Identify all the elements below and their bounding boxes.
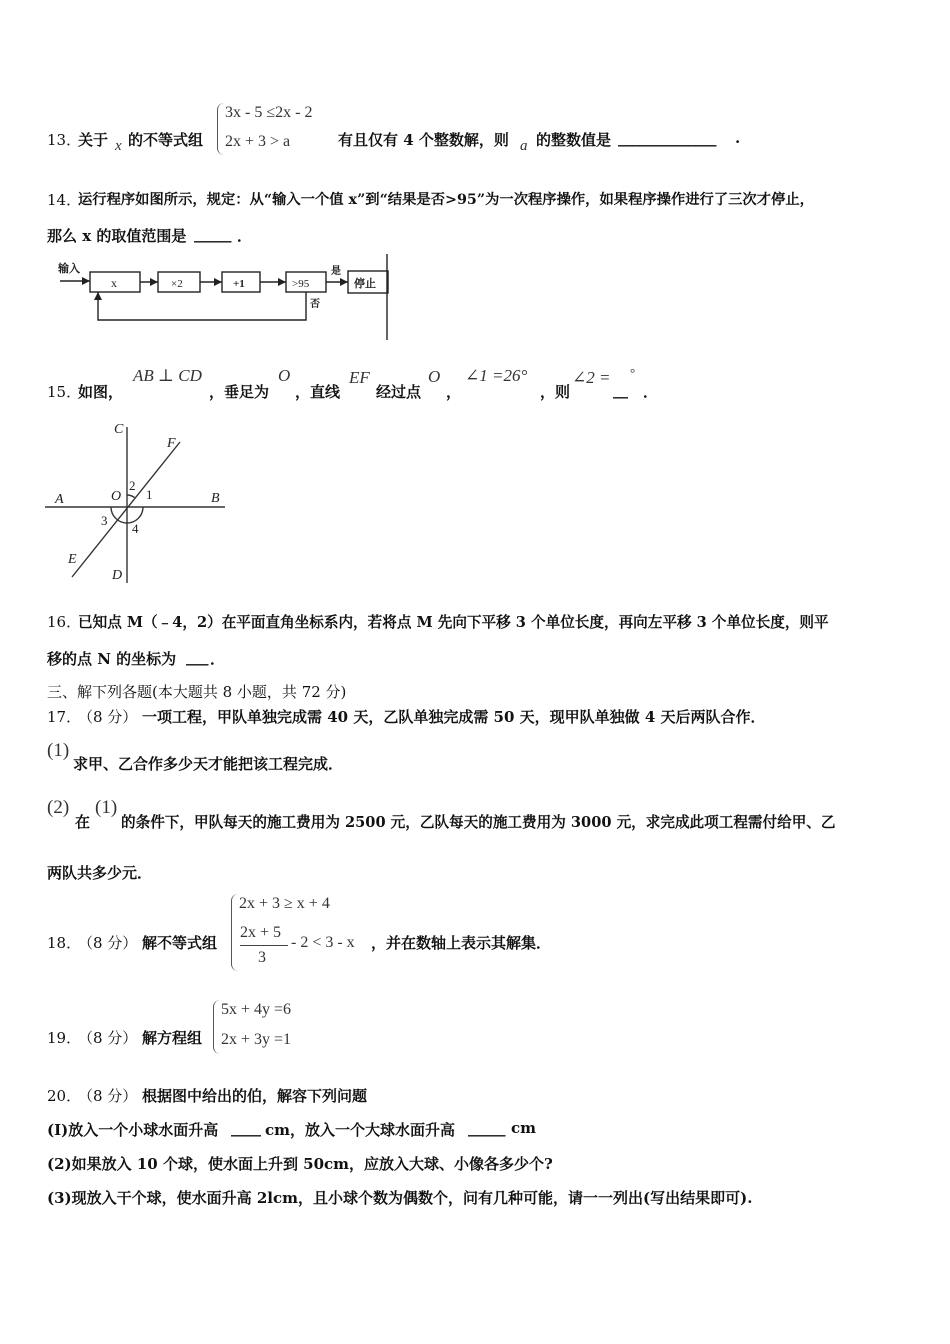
label-angle-3: 3	[101, 513, 108, 528]
q19-brace	[213, 1000, 220, 1054]
angle-arc-2	[127, 495, 135, 498]
q18-inequality-1: 2x + 3 ≥ x + 4	[239, 895, 330, 912]
flow-box-compare-label: >95	[292, 278, 310, 290]
label-a: A	[55, 492, 64, 507]
q17-part2-ref: (1)	[95, 797, 118, 818]
q17-part2-mark: (2)	[47, 797, 70, 818]
q15-math-o1: O	[278, 366, 291, 385]
q20-part1-a: (I)放入一个小球水面升高	[47, 1121, 219, 1139]
flow-yes-label: 是	[331, 266, 341, 277]
q13-inequality-2: 2x + 3 > a	[225, 133, 291, 150]
q13-var-x: x	[115, 138, 122, 154]
label-b: B	[211, 491, 220, 506]
q15-math-o2: O	[428, 367, 441, 386]
q18-frac-numerator: 2x + 5	[240, 924, 282, 941]
q20-number: 20．	[47, 1087, 82, 1105]
q15-math-perp: AB ⊥ CD	[133, 366, 202, 385]
q17-text: 一项工程，甲队单独完成需 40 天，乙队单独完成需 50 天，现甲队单独做 4 天后两队合作．	[142, 708, 766, 726]
q13-brace	[217, 103, 224, 155]
q16-line-2: 移的点 N 的坐标为	[47, 650, 177, 668]
q19-text: 解方程组	[142, 1029, 203, 1047]
q15-math-ef: EF	[349, 368, 370, 387]
q19-equation-2: 2x + 3y =1	[221, 1031, 292, 1048]
q15-degree: °	[630, 365, 636, 380]
q15-text-5: ，	[446, 383, 462, 401]
q15-text-6: ，则	[540, 383, 571, 401]
q18-text-1: 解不等式组	[142, 934, 218, 952]
label-f: F	[167, 436, 176, 451]
q14-flowchart	[50, 252, 395, 344]
q15-answer-blank: __	[613, 381, 628, 399]
label-angle-4: 4	[132, 521, 139, 536]
q13-inequality-1: 3x - 5 ≤2x - 2	[225, 104, 313, 121]
label-d: D	[112, 568, 123, 583]
q15-figure	[40, 415, 235, 590]
q19-equation-1: 5x + 4y =6	[221, 1001, 292, 1018]
q18-inequality-2-rest: - 2 < 3 - x	[291, 934, 355, 951]
q15-number: 15．	[47, 383, 82, 401]
flow-box-times2-label: ×2	[171, 278, 183, 290]
line-ef	[72, 442, 180, 577]
q14-line-2: 那么 x 的取值范围是	[47, 227, 187, 245]
q15-text-4: 经过点	[376, 383, 422, 401]
q13-text-condition: 有且仅有 4 个整数解，则	[338, 131, 509, 149]
label-e: E	[68, 552, 77, 567]
q13-text-value: 的整数值是	[536, 131, 612, 149]
q16-line-1: 已知点 M（﹣4，2）在平面直角坐标系内，若将点 M 先向下平移 3 个单位长度，再向左平移 3 个单位长度，则平	[78, 614, 829, 631]
q18-frac-bar	[240, 945, 288, 946]
q18-brace	[231, 894, 238, 971]
flow-stop-label: 停止	[354, 278, 376, 290]
q16-end: ．	[210, 650, 226, 668]
q18-points: （8 分）	[78, 934, 138, 952]
label-angle-1: 1	[146, 487, 153, 502]
q20-part3: (3)现放入干个球，使水面升高 2lcm，且小球个数为偶数个，问有几种可能，请一一列出(写出结果即可).	[47, 1189, 753, 1207]
q15-math-angle1: ∠1 =26°	[465, 366, 528, 385]
q13-answer-blank: ______________	[618, 129, 716, 147]
flow-box-x-label: x	[111, 276, 117, 290]
q14-line-1: 运行程序如图所示，规定：从“输入一个值 x”到“结果是否>95”为一次程序操作，如果程序操作进行了三次才停止，	[78, 192, 814, 208]
q15-math-angle2: ∠2 =	[572, 368, 611, 387]
q17-number: 17．	[47, 708, 82, 726]
q19-points: （8 分）	[78, 1029, 138, 1047]
q13-number: 13．	[47, 131, 82, 149]
q20-part1-blank1: ____	[231, 1119, 261, 1137]
flow-no-label: 否	[310, 299, 320, 310]
q20-part1-c: cm	[511, 1119, 537, 1137]
q20-part1-blank2: _____	[468, 1119, 506, 1137]
q13-var-a: a	[520, 138, 528, 154]
q15-text-1: 如图，	[78, 383, 124, 401]
q15-text-2: ，垂足为	[209, 383, 270, 401]
q17-part2-t1: 在	[75, 813, 91, 831]
q16-answer-blank: ___	[186, 648, 209, 666]
label-angle-2: 2	[129, 478, 136, 493]
q17-part2-t2: 的条件下，甲队每天的施工费用为 2500 元，乙队每天的施工费用为 3000 元，求完成此项工程需付给甲、乙	[121, 814, 836, 831]
label-c: C	[114, 422, 124, 437]
q15-end: ．	[643, 383, 659, 401]
q17-part1-text: 求甲、乙合作多少天才能把该工程完成．	[73, 755, 344, 773]
q13-text-about: 关于	[78, 131, 109, 149]
q13-end: .	[735, 129, 741, 147]
q17-points: （8 分）	[78, 708, 138, 726]
label-o: O	[111, 489, 122, 504]
q14-number: 14．	[47, 191, 82, 209]
q19-number: 19．	[47, 1029, 82, 1047]
q18-text-2: ，并在数轴上表示其解集．	[371, 934, 552, 952]
q14-answer-blank: _____	[194, 225, 232, 243]
q16-number: 16．	[47, 613, 82, 631]
q17-part1-mark: (1)	[47, 740, 70, 761]
q18-number: 18．	[47, 934, 82, 952]
q20-text: 根据图中给出的伯，解容下列问题	[142, 1087, 368, 1105]
flow-input-label: 输入	[58, 263, 80, 275]
q18-frac-denominator: 3	[258, 949, 266, 966]
q14-end: ．	[237, 227, 253, 245]
flow-box-plus1-label: +1	[233, 278, 245, 290]
q20-points: （8 分）	[78, 1087, 138, 1105]
q20-part1-b: cm，放入一个大球水面升高	[265, 1121, 456, 1139]
q17-part2-line2: 两队共多少元．	[47, 864, 153, 882]
q20-part2: (2)如果放入 10 个球，使水面上升到 50cm，应放入大球、小像各多少个?	[47, 1155, 553, 1173]
loop-line	[98, 292, 306, 320]
q15-text-3: ，直线	[295, 383, 341, 401]
q13-text-system: 的不等式组	[128, 131, 204, 149]
section-3-heading: 三、解下列各题(本大题共 8 小题，共 72 分)	[47, 683, 347, 701]
